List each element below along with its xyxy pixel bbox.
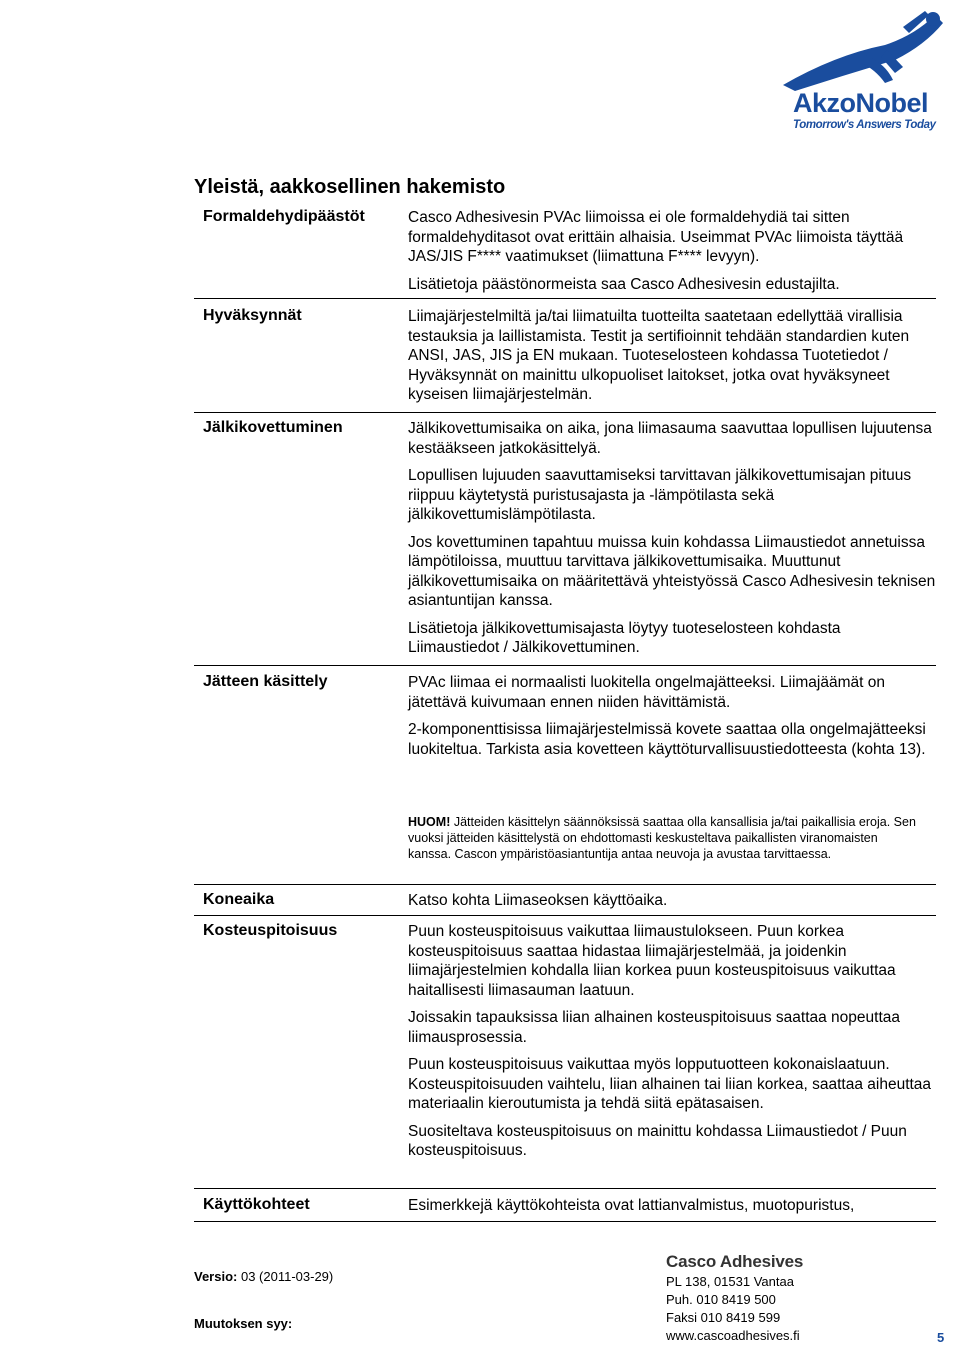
change-reason-label: Muutoksen syy: <box>194 1316 293 1331</box>
divider <box>194 884 936 885</box>
section-approvals <box>194 307 936 413</box>
section-post-curing <box>194 419 936 666</box>
definition-paragraph: PVAc liimaa ei normaalisti luokitella ongelmajätteeksi. Liimajäämät on jätettävä kuivumaan ennen niiden hävittämistä. <box>408 674 885 711</box>
version-value: 03 (2011-03-29) <box>237 1269 334 1284</box>
term-label: Koneaika <box>203 891 275 908</box>
divider <box>194 298 936 299</box>
definition-paragraph: Puun kosteuspitoisuus vaikuttaa liimaustulokseen. Puun korkea kosteuspitoisuus saattaa hidastaa liimajärjestelmää, ja joidenkin liimajärjestelmien kohdalla liian korkea puun kosteuspitoisuus vaikuttaa haitallisesti liimasauman laatuun. <box>408 923 896 999</box>
definition-paragraph: Lopullisen lujuuden saavuttamiseksi tarvittavan jälkikovettumisajan pituus riippuu käytetystä puristusajasta ja -lämpötilasta sekä jälkikovettumislämpötilasta. <box>408 467 912 523</box>
brand-tagline: Tomorrow's Answers Today <box>793 119 936 131</box>
term-label: Hyväksynnät <box>203 307 302 324</box>
definition-paragraph: Suositeltava kosteuspitoisuus on mainittu kohdassa Liimaustiedot / Puun kosteuspitoisuus. <box>408 1122 907 1159</box>
company-name: Casco Adhesives <box>666 1252 804 1271</box>
term-label: Kosteuspitoisuus <box>203 922 338 939</box>
divider <box>194 1221 936 1222</box>
term-label: Käyttökohteet <box>203 1196 310 1213</box>
definition-paragraph: Casco Adhesivesin PVAc liimoissa ei ole formaldehydiä tai sitten formaldehyditasot ovat erittäin alhaisia. Useimmat PVAc liimoista täyttää JAS/JIS F**** vaatimukset (liimattuna F**** levyyn). <box>408 209 904 265</box>
definition-paragraph: Jälkikovettumisaika on aika, jona liimasauma saavuttaa lopullisen lujuutensa kestääkseen jatkokäsittelyä. <box>408 420 932 457</box>
version-info <box>194 1269 333 1284</box>
note-block <box>408 814 918 862</box>
divider <box>194 1188 936 1189</box>
term-label: Formaldehydipäästöt <box>203 208 365 225</box>
website-link[interactable]: www.cascoadhesives.fi <box>666 1328 800 1343</box>
section-formaldehyde <box>194 208 936 302</box>
note-label: HUOM! <box>408 815 451 829</box>
definition-paragraph: 2-komponenttisissa liimajärjestelmissä kovete saattaa olla ongelmajätteeksi luokiteltua. Tarkista asia kovetteen käyttöturvallisuustiedotteesta (kohta 13). <box>408 721 926 758</box>
address-line: PL 138, 01531 Vantaa <box>666 1274 794 1289</box>
definition-paragraph: Puun kosteuspitoisuus vaikuttaa myös lopputuotteen kokonaislaatuun. Kosteuspitoisuuden vaihtelu, liian alhainen tai liian korkea, saattaa aiheuttaa materiaalin kieroutumista ja tehdä siitä epätasaisen. <box>408 1056 932 1112</box>
section-moisture-content <box>194 922 936 1169</box>
term-label: Jälkikovettuminen <box>203 419 343 436</box>
page-title: Yleistä, aakkosellinen hakemisto <box>194 176 506 198</box>
page-number: 5 <box>937 1330 945 1345</box>
section-waste-handling <box>194 673 936 767</box>
fax-line: Faksi 010 8419 599 <box>666 1310 781 1325</box>
divider <box>194 412 936 413</box>
note-text: Jätteiden käsittelyn säännöksissä saattaa olla kansallisia ja/tai paikallisia eroja. Sen vuoksi jätteiden käsittelystä on ehdottomasti keskusteltava paikallisten viranomaisten kanssa. Cascon ympäristöasiantuntija antaa neuvoja ja avustaa tarvittaessa. <box>408 815 916 861</box>
brand-name: AkzoNobel <box>793 88 929 118</box>
section-applications <box>194 1196 936 1224</box>
definition-paragraph: Lisätietoja päästönormeista saa Casco Adhesivesin edustajilta. <box>408 275 840 293</box>
divider <box>194 915 936 916</box>
definition-paragraph: Esimerkkejä käyttökohteista ovat lattianvalmistus, muotopuristus, <box>408 1197 855 1214</box>
phone-line: Puh. 010 8419 500 <box>666 1292 776 1307</box>
definition-paragraph: Joissakin tapauksissa liian alhainen kosteuspitoisuus saattaa nopeuttaa liimausprosessia. <box>408 1009 901 1046</box>
term-label: Jätteen käsittely <box>203 673 328 690</box>
company-contact <box>666 1273 800 1345</box>
definition-paragraph: Lisätietoja jälkikovettumisajasta löytyy tuoteselosteen kohdasta Liimaustiedot / Jälkikovettuminen. <box>408 619 841 656</box>
definition-paragraph: Jos kovettuminen tapahtuu muissa kuin kohdassa Liimaustiedot annetuissa lämpötiloissa, muuttuu tarvittava jälkikovettumisaika. Muuttunut jälkikovettumisaika on määritettävä yhteistyössä Casco Adhesivesin teknisen asiantuntijan kanssa. <box>408 533 936 609</box>
definition-paragraph: Liimajärjestelmiltä ja/tai liimatuilta tuotteilta saatetaan edellyttää virallisia testauksia ja laillistamista. Testit ja sertifioinnit tehdään standardien kuten ANSI, JAS, JIS ja EN mukaan. Tuoteselosteen kohdassa Tuotetiedot / Hyväksynnät on mainittu ulkopuoliset laitokset, jotka ovat hyväksyneet kyseisen liimajärjestelmän. <box>408 308 910 403</box>
definition-paragraph: Katso kohta Liimaseoksen käyttöaika. <box>408 892 668 909</box>
version-label: Versio: <box>194 1269 238 1284</box>
divider <box>194 665 936 666</box>
